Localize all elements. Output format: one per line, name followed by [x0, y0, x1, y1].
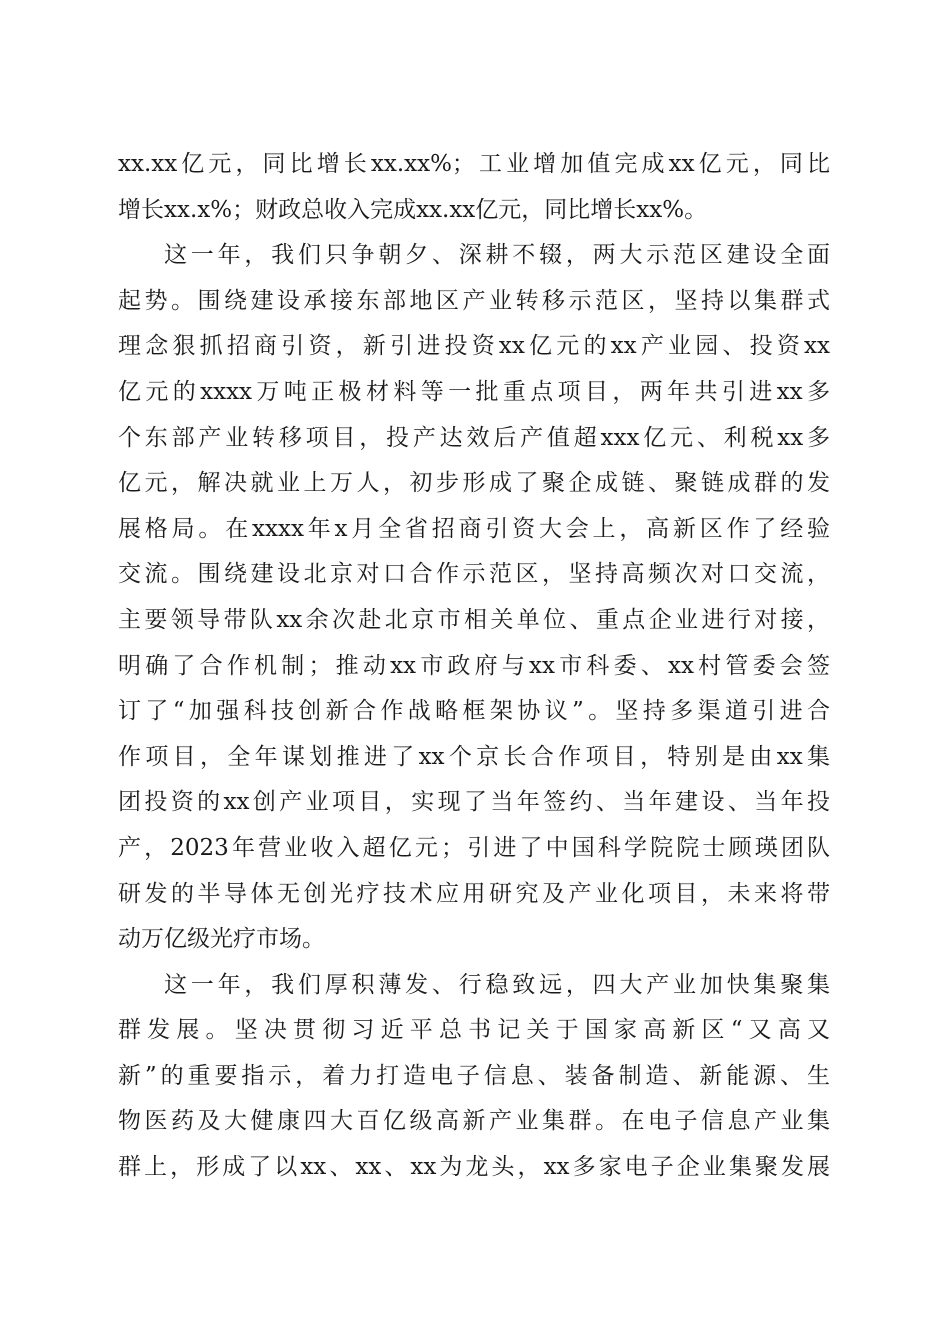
text-line: 新”的重要指示，着力打造电子信息、装备制造、新能源、生 — [118, 1062, 830, 1089]
text-line: 团投资的xx创产业项目，实现了当年签约、当年建设、当年投 — [118, 789, 830, 816]
text-line: xx.xx亿元，同比增长xx.xx%；工业增加值完成xx亿元，同比 — [118, 151, 830, 177]
text-line: 作项目，全年谋划推进了xx个京长合作项目，特别是由xx集 — [118, 743, 830, 770]
text-line: 物医药及大健康四大百亿级高新产业集群。在电子信息产业集 — [118, 1108, 830, 1135]
text-line: 起势。围绕建设承接东部地区产业转移示范区，坚持以集群式 — [118, 287, 830, 314]
text-line: 交流。围绕建设北京对口合作示范区，坚持高频次对口交流， — [118, 561, 830, 588]
text-line: 主要领导带队xx余次赴北京市相关单位、重点企业进行对接， — [118, 606, 830, 633]
text-line: 增长xx.x%；财政总收入完成xx.xx亿元，同比增长xx%。 — [118, 196, 708, 223]
text-line: 群上，形成了以xx、xx、xx为龙头，xx多家电子企业集聚发展 — [118, 1154, 830, 1181]
text-line: 理念狠抓招商引资，新引进投资xx亿元的xx产业园、投资xx — [118, 333, 830, 360]
paragraph-1 — [118, 142, 830, 233]
text-line: 研发的半导体无创光疗技术应用研究及产业化项目，未来将带 — [118, 880, 830, 907]
paragraph-2 — [118, 233, 830, 963]
text-line: 明确了合作机制；推动xx市政府与xx市科委、xx村管委会签 — [118, 652, 830, 679]
text-line: 这一年，我们只争朝夕、深耕不辍，两大示范区建设全面 — [164, 242, 830, 269]
paragraph-3 — [118, 963, 830, 1191]
text-line: 亿元，解决就业上万人，初步形成了聚企成链、聚链成群的发 — [118, 470, 830, 497]
document-page — [118, 142, 830, 1191]
text-line: 展格局。在xxxx年x月全省招商引资大会上，高新区作了经验 — [118, 515, 830, 542]
text-line: 亿元的xxxx万吨正极材料等一批重点项目，两年共引进xx多 — [118, 378, 830, 405]
text-line: 群发展。坚决贯彻习近平总书记关于国家高新区“又高又 — [118, 1017, 830, 1044]
text-line: 订了“加强科技创新合作战略框架协议”。坚持多渠道引进合 — [118, 698, 830, 725]
text-line: 动万亿级光疗市场。 — [118, 926, 325, 953]
text-line: 产，2023年营业收入超亿元；引进了中国科学院院士顾瑛团队 — [118, 834, 830, 861]
text-line: 个东部产业转移项目，投产达效后产值超xxx亿元、利税xx多 — [118, 424, 830, 451]
text-line: 这一年，我们厚积薄发、行稳致远，四大产业加快集聚集 — [164, 971, 830, 998]
